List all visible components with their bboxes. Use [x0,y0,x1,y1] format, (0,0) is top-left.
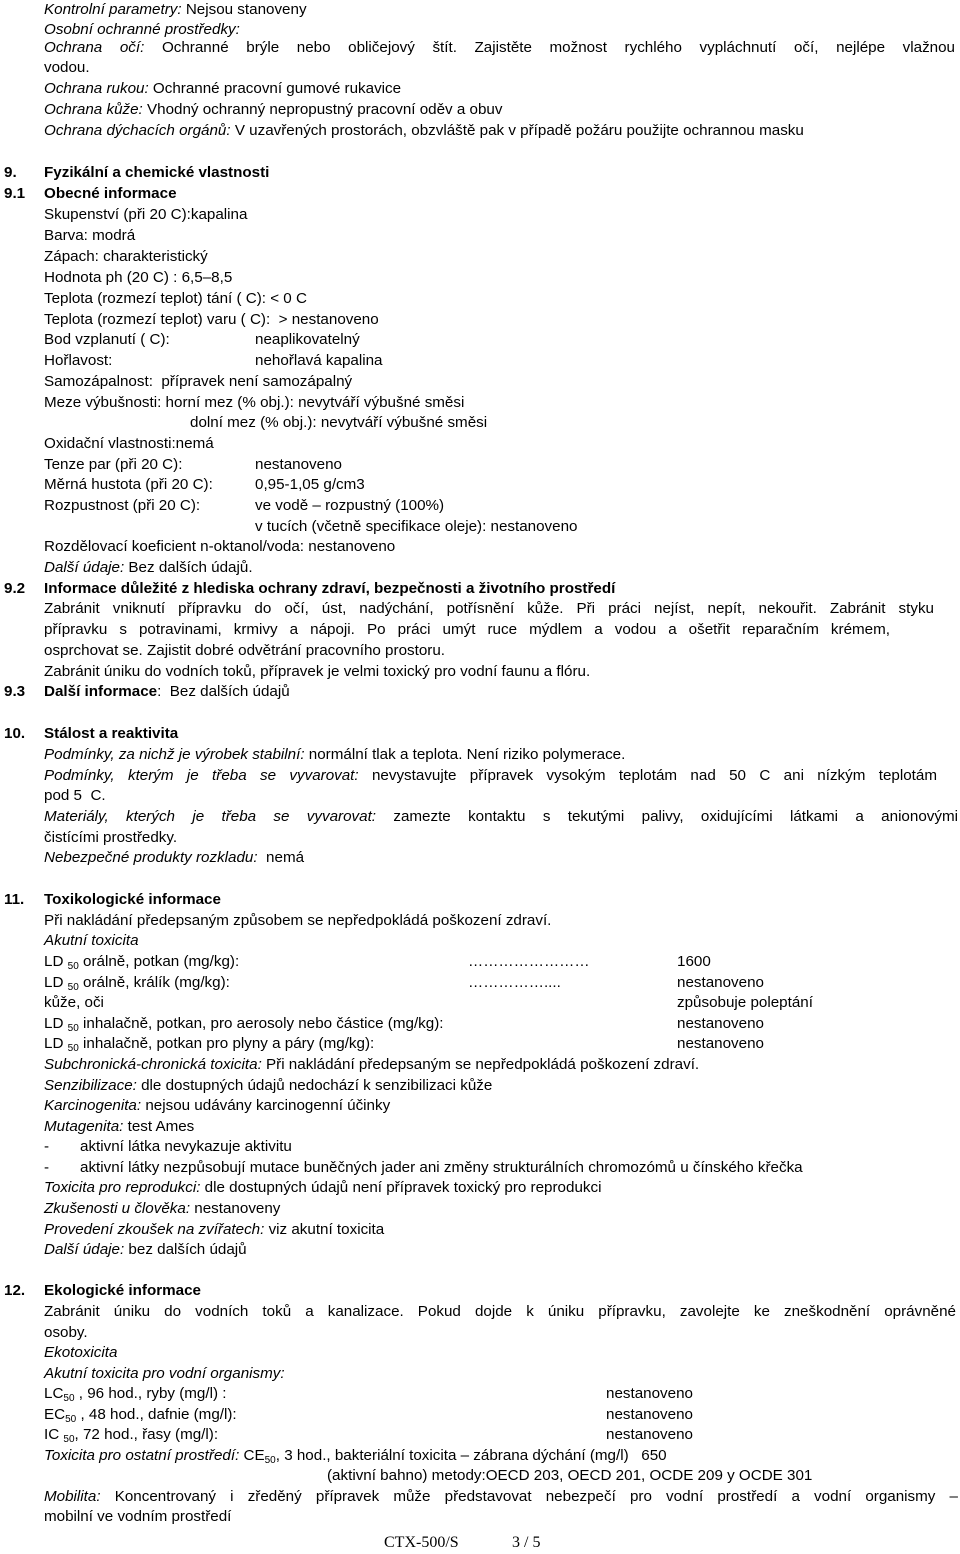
section-11-title: Toxikologické informace [44,891,221,908]
ld50-oralne-potkan-dots: …………………… [468,953,590,970]
akutni-toxicita: Akutní toxicita [44,932,139,949]
mutagenita-dash-1: - [44,1138,50,1155]
zkusenosti-clovek: Zkušenosti u člověka: nestanoveny [44,1200,281,1217]
ld50-oralne-kralik-value: nestanoveno [677,974,764,991]
karcinogenita: Karcinogenita: nejsou udávány karcinogenní účinky [44,1097,391,1114]
section-9-2-title: Informace důležité z hlediska ochrany zdraví, bezpečnosti a životního prostředí [44,580,616,597]
materialy-vyvarovat: Materiály, kterých je třeba se vyvarovat: zamezte kontaktu s tekutými palivy, oxidujícími látkami a anionovými [44,808,958,825]
samozapalnost: Samozápalnost: přípravek není samozápalný [44,373,353,390]
section-9-1-num: 9.1 [4,185,26,202]
kontrolni-parametry: Kontrolní parametry: Nejsou stanoveny [44,1,307,18]
ec50-dafnie: $EC_{50}$ , 48 hod., dafnie (mg/l): [44,1406,237,1425]
ic50-rasy-value: nestanoveno [606,1426,693,1443]
senzibilizace: Senzibilizace: dle dostupných údajů nedochází k senzibilizaci kůže [44,1077,493,1094]
dalsi-udaje-11: Další údaje: bez dalších údajů [44,1241,247,1258]
akutni-toxicita-vodni: Akutní toxicita pro vodní organismy: [44,1365,285,1382]
osobni-prostredky: Osobní ochranné prostředky: [44,21,240,38]
zapach: Zápach: charakteristický [44,248,208,265]
section-10-num: 10. [4,725,26,742]
toxikologie-intro: Při nakládání předepsaným způsobem se nepředpokládá poškození zdraví. [44,912,552,929]
section-12-title: Ekologické informace [44,1282,201,1299]
rozpustnost-voda: ve vodě – rozpustný (100%) [255,497,445,514]
kuze-oci-value: způsobuje poleptání [677,994,813,1011]
ld50-inhalacne-aerosoly: LD $_{50}$ inhalačně, potkan, pro aerosoly nebo částice (mg/kg): [44,1015,444,1034]
ochrana-oci: Ochrana očí: Ochranné brýle nebo obličejový štít. Zajistěte možnost rychlého vypláchnutí očí, nejlépe vlažnou [44,39,955,56]
ochrana-kuze: Ochrana kůže: Vhodný ochranný nepropustný pracovní oděv a obuv [44,101,503,118]
ld50-oralne-kralik-dots: …………….... [468,974,561,991]
ld50-inhalacne-plyny: LD $_{50}$ inhalačně, potkan pro plyny a páry (mg/kg): [44,1035,375,1054]
bod-vzplanuti: Bod vzplanutí ( C): [44,331,170,348]
meze-dolni: dolní mez (% obj.): nevytváří výbušné směsi [190,414,488,431]
mobilita: Mobilita: Koncentrovaný i zředěný přípravek může představovat nebezpečí pro vodní prostředí a vodní organismy – [44,1488,958,1505]
section-9-3: Další informace: Bez dalších údajů [44,683,290,700]
s9-2-line-3: osprchovat se. Zajistit dobré odvětrání pracovního prostoru. [44,642,445,659]
s9-2-line-4: Zabránit úniku do vodních toků, přípravek je velmi toxický pro vodní faunu a flóru. [44,663,591,680]
lc50-ryby-value: nestanoveno [606,1385,693,1402]
toxicita-reprodukce: Toxicita pro reprodukci: dle dostupných údajů není přípravek toxický pro reprodukci [44,1179,602,1196]
ld50-oralne-kralik: LD $_{50}$ orálně, králík (mg/kg): [44,974,230,993]
horlavost-value: nehořlavá kapalina [255,352,383,369]
oxidacni-vlastnosti: Oxidační vlastnosti:nemá [44,435,214,452]
section-10-title: Stálost a reaktivita [44,725,179,742]
teplota-tani: Teplota (rozmezí teplot) tání ( C): < 0 C [44,290,307,307]
podminky-stabilni: Podmínky, za nichž je výrobek stabilní: normální tlak a teplota. Není riziko polymerace. [44,746,626,763]
merna-hustota: Měrná hustota (při 20 C): [44,476,213,493]
podminky-vyvarovat: Podmínky, kterým je třeba se vyvarovat: nevystavujte přípravek vysokým teplotám nad 50 C ani nízkým teplotám [44,767,937,784]
s9-2-line-1: Zabránit vniknutí přípravku do očí, úst, nadýchání, potřísnění kůže. Při práci nejíst, nepít, nekouřit. Zabránit styku [44,600,934,617]
ekotoxicita: Ekotoxicita [44,1344,118,1361]
ec50-dafnie-value: nestanoveno [606,1406,693,1423]
mutagenita: Mutagenita: test Ames [44,1118,195,1135]
footer-doc-code: CTX-500/S [384,1534,459,1551]
horlavost: Hořlavost: [44,352,113,369]
podminky-vyvarovat-cont: pod 5 C. [44,787,106,804]
meze-horni: Meze výbušnosti: horní mez (% obj.): nevytváří výbušné směsi [44,394,465,411]
ld50-inhalacne-aerosoly-value: nestanoveno [677,1015,764,1032]
section-9-3-num: 9.3 [4,683,26,700]
tenze-par: Tenze par (při 20 C): [44,456,183,473]
section-9-title: Fyzikální a chemické vlastnosti [44,164,270,181]
rozpustnost-tuky: v tucích (včetně specifikace oleje): nestanoveno [255,518,578,535]
s9-2-line-2: přípravku s potravinami, krmivy a nápoji. Po práci umýt ruce mýdlem a vodou a ošetřit reparačním krémem, [44,621,890,638]
ekologie-line-1: Zabránit úniku do vodních toků a kanalizace. Pokud dojde k úniku přípravku, zavolejte ke zneškodnění oprávněné [44,1303,956,1320]
rozdelovaci-koeficient: Rozdělovací koeficient n-oktanol/voda: nestanoveno [44,538,396,555]
hodnota-ph: Hodnota ph (20 C) : 6,5–8,5 [44,269,233,286]
lc50-ryby: $LC_{50}$ , 96 hod., ryby (mg/l) : [44,1385,227,1404]
mutagenita-item-1: aktivní látka nevykazuje aktivitu [80,1138,292,1155]
nebezpecne-produkty: Nebezpečné produkty rozkladu: nemá [44,849,305,866]
toxicita-ostatni-metody: (aktivní bahno) metody:OECD 203, OECD 201, OCDE 209 y OCDE 301 [327,1467,813,1484]
ic50-rasy: IC $_{50}$, 72 hod., řasy (mg/l): [44,1426,219,1445]
merna-hustota-value: 0,95-1,05 g/cm3 [255,476,365,493]
subchronicka-toxicita: Subchronická-chronická toxicita: Při nakládání předepsaným se nepředpokládá poškození zdraví. [44,1056,700,1073]
tenze-par-value: nestanoveno [255,456,342,473]
provedeni-zkousek: Provedení zkoušek na zvířatech: viz akutní toxicita [44,1221,385,1238]
dalsi-udaje-9: Další údaje: Bez dalších údajů. [44,559,253,576]
mobilita-cont: mobilní ve vodním prostředí [44,1508,232,1525]
footer-page-number: 3 / 5 [512,1534,541,1551]
ld50-inhalacne-plyny-value: nestanoveno [677,1035,764,1052]
ld50-oralne-potkan-value: 1600 [677,953,711,970]
section-9-2-num: 9.2 [4,580,26,597]
skupenstvi: Skupenství (při 20 C):kapalina [44,206,248,223]
ochrana-dychacich-organu: Ochrana dýchacích orgánů: V uzavřených prostorách, obzvláště pak v případě požáru použijte ochrannou masku [44,122,804,139]
mutagenita-item-2: aktivní látky nezpůsobují mutace buněčných jader ani změny strukturálních chromozómů u čínského křečka [80,1159,803,1176]
ochrana-rukou: Ochrana rukou: Ochranné pracovní gumové rukavice [44,80,402,97]
teplota-varu: Teplota (rozmezí teplot) varu ( C): > nestanoveno [44,311,379,328]
section-12-num: 12. [4,1282,26,1299]
ekologie-line-2: osoby. [44,1324,88,1341]
section-9-heading: 9. [4,164,17,181]
rozpustnost: Rozpustnost (při 20 C): [44,497,201,514]
kuze-oci: kůže, oči [44,994,104,1011]
materialy-vyvarovat-cont: čistícími prostředky. [44,829,178,846]
section-11-num: 11. [4,891,25,908]
ld50-oralne-potkan: LD $_{50}$ orálně, potkan (mg/kg): [44,953,240,972]
toxicita-ostatni: Toxicita pro ostatní prostředí: $CE_{50}$, 3 hod., bakteriální toxicita – zábrana dýchání (mg/l) 650 [44,1447,667,1466]
mutagenita-dash-2: - [44,1159,50,1176]
ochrana-oci-cont: vodou. [44,59,90,76]
bod-vzplanuti-value: neaplikovatelný [255,331,360,348]
barva: Barva: modrá [44,227,136,244]
section-9-1-title: Obecné informace [44,185,177,202]
